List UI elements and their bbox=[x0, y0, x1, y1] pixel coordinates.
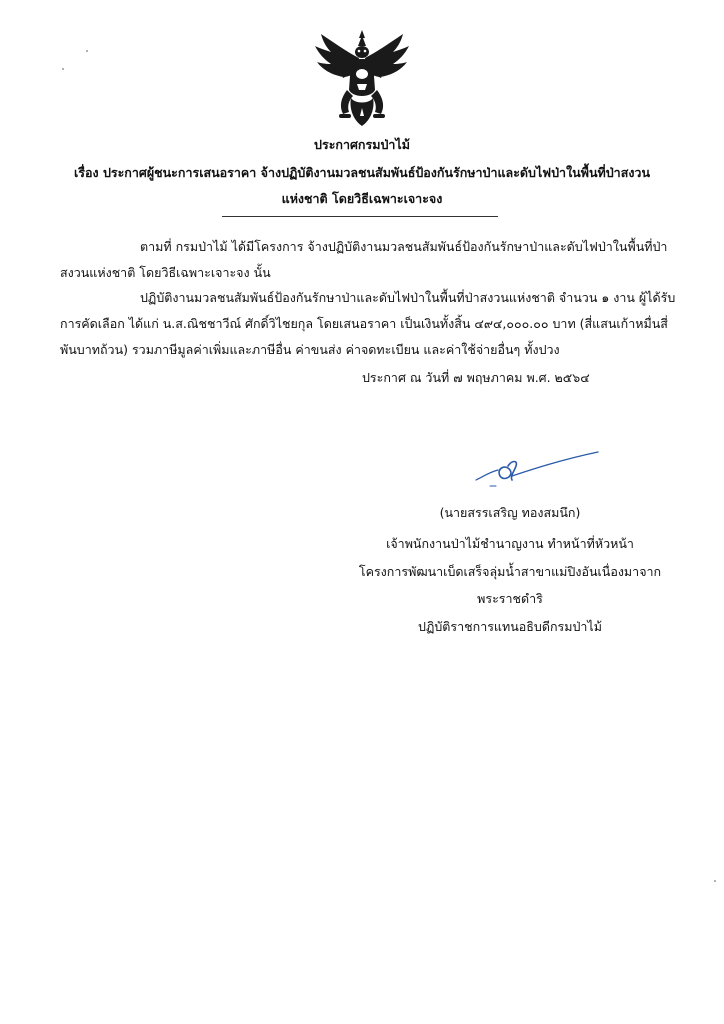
signer-position-line: โครงการพัฒนาเบ็ดเสร็จลุ่มน้ำสาขาแม่ปิงอันเนื่องมาจาก bbox=[358, 564, 662, 579]
paragraph-line: ปฏิบัติงานมวลชนสัมพันธ์ป้องกันรักษาป่าและดับไฟป่าในพื้นที่ป่าสงวนแห่งชาติ จำนวน ๑ งาน ผู้ได้รับ bbox=[140, 290, 676, 305]
paragraph-line: การคัดเลือก ได้แก่ น.ส.ณิชชาวีณ์ ศักดิ์วิไชยกุล โดยเสนอราคา เป็นเงินทั้งสิ้น ๔๙๔,๐๐๐.๐๐ บาท (สี่แสนเก้าหมื่นสี่ bbox=[60, 316, 668, 331]
subject-line-1: เรื่อง ประกาศผู้ชนะการเสนอราคา จ้างปฏิบัติงานมวลชนสัมพันธ์ป้องกันรักษาป่าและดับไฟป่าในพื้นที่ป่าสงวน bbox=[74, 165, 650, 180]
body-paragraph-1 bbox=[60, 234, 666, 286]
paragraph-line: ตามที่ กรมป่าไม้ ได้มีโครงการ จ้างปฏิบัติงานมวลชนสัมพันธ์ป้องกันรักษาป่าและดับไฟป่าในพื้นที่ป่า bbox=[140, 239, 668, 254]
document-title: ประกาศกรมป่าไม้ bbox=[314, 137, 410, 152]
handwritten-signature bbox=[470, 446, 610, 490]
heading-divider bbox=[222, 216, 498, 217]
signer-position-line: เจ้าพนักงานป่าไม้ชำนาญงาน ทำหน้าที่หัวหน้า bbox=[386, 536, 634, 551]
scan-speck bbox=[714, 880, 716, 882]
paragraph-line: สงวนแห่งชาติ โดยวิธีเฉพาะเจาะจง นั้น bbox=[60, 265, 271, 280]
signer-position-line: พระราชดำริ bbox=[477, 591, 543, 606]
subject-line-2: แห่งชาติ โดยวิธีเฉพาะเจาะจง bbox=[281, 191, 443, 206]
scan-speck bbox=[62, 68, 64, 70]
body-paragraph-2 bbox=[60, 285, 676, 363]
garuda-emblem-icon bbox=[311, 28, 413, 128]
scan-speck bbox=[86, 50, 88, 52]
announcement-date: ประกาศ ณ วันที่ ๗ พฤษภาคม พ.ศ. ๒๕๖๔ bbox=[362, 370, 590, 385]
signer-position-line: ปฏิบัติราชการแทนอธิบดีกรมป่าไม้ bbox=[418, 619, 602, 634]
paragraph-line: พันบาทถ้วน) รวมภาษีมูลค่าเพิ่มและภาษีอื่น ค่าขนส่ง ค่าจดทะเบียน และค่าใช้จ่ายอื่นๆ ทั้งปวง bbox=[60, 342, 560, 357]
signer-name: (นายสรรเสริญ ทองสมนึก) bbox=[439, 505, 581, 520]
